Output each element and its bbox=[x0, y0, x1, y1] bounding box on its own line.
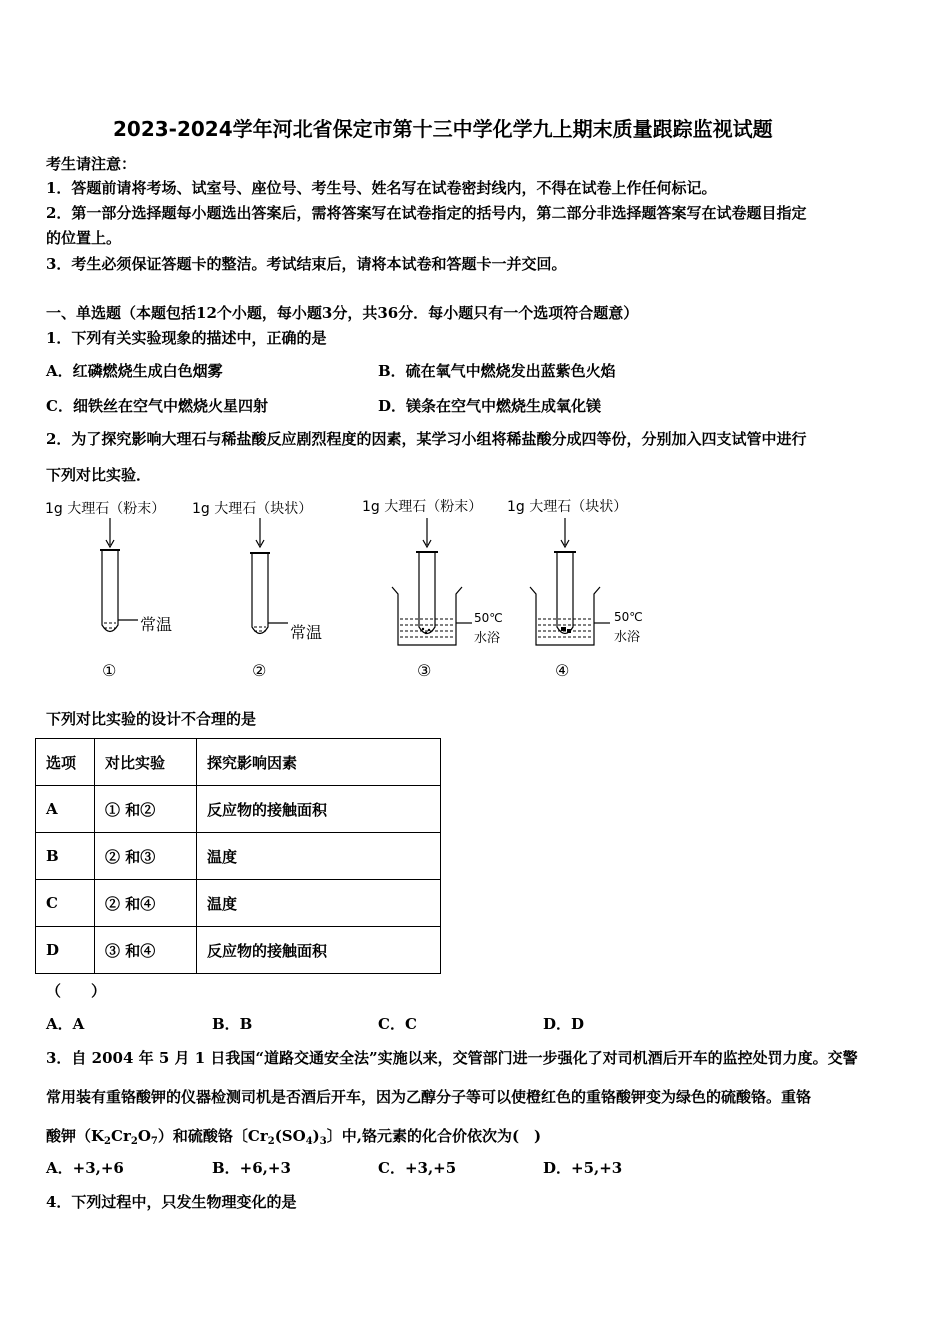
q2-question: 下列对比实验的设计不合理的是 bbox=[46, 710, 257, 728]
q3-option-b: B．+6,+3 bbox=[212, 1159, 291, 1177]
table-header: 对比实验 bbox=[95, 739, 197, 786]
fig-label-2: 1g 大理石（块状） bbox=[192, 501, 313, 517]
q3-text: ) bbox=[312, 1127, 320, 1145]
fig-temp-4: 50℃ bbox=[614, 610, 643, 624]
q3-text: Cr bbox=[111, 1127, 131, 1145]
q3-stem-line-1: 3．自 2004 年 5 月 1 日我国“道路交通安全法”实施以来，交管部门进一步强化了对司机酒后开车的监控处罚力度。交警 bbox=[46, 1049, 858, 1067]
fig-number-3: ③ bbox=[417, 661, 432, 680]
fig-bath-4: 水浴 bbox=[614, 630, 641, 645]
q2-option-d: D．D bbox=[543, 1015, 585, 1033]
q3-text: ）和硫酸铬〔Cr bbox=[157, 1127, 268, 1145]
table-cell: B bbox=[36, 833, 95, 880]
fig-label-1: 1g 大理石（粉末） bbox=[45, 501, 166, 517]
fig-bath-3: 水浴 bbox=[474, 631, 501, 646]
table-cell: ② 和④ bbox=[95, 880, 197, 927]
table-header-row bbox=[36, 739, 441, 786]
fig-number-2: ② bbox=[252, 661, 267, 680]
q3-stem-line-2: 常用装有重铬酸钾的仪器检测司机是否酒后开车，因为乙醇分子等可以使橙红色的重铬酸钾变为绿色的硫酸铬。重铬 bbox=[46, 1088, 812, 1106]
subscript: 3 bbox=[319, 1136, 327, 1147]
page-title: 2023-2024学年河北省保定市第十三中学化学九上期末质量跟踪监视试题 bbox=[113, 117, 773, 141]
q3-text: (SO bbox=[274, 1127, 306, 1145]
table-cell: ② 和③ bbox=[95, 833, 197, 880]
q2-stem-cont: 下列对比实验． bbox=[46, 466, 152, 484]
fig-temp-3: 50℃ bbox=[474, 611, 503, 625]
q1-stem: 1．下列有关实验现象的描述中，正确的是 bbox=[46, 329, 327, 347]
table-cell: A bbox=[36, 786, 95, 833]
subscript: 2 bbox=[267, 1136, 275, 1147]
q2-answer-paren: （ ） bbox=[46, 982, 107, 1000]
q2-option-a: A．A bbox=[46, 1015, 85, 1033]
notice-item-1: 1．答题前请将考场、试室号、座位号、考生号、姓名写在试卷密封线内，不得在试卷上作任何标记。 bbox=[46, 179, 717, 197]
q1-option-d: D．镁条在空气中燃烧生成氧化镁 bbox=[378, 397, 602, 415]
subscript: 7 bbox=[150, 1136, 158, 1147]
notice-heading: 考生请注意： bbox=[46, 155, 137, 173]
fig-room-temp-1: 常温 bbox=[140, 615, 173, 634]
subscript: 2 bbox=[130, 1136, 138, 1147]
table-cell: 反应物的接触面积 bbox=[197, 786, 441, 833]
table-header: 探究影响因素 bbox=[197, 739, 441, 786]
q3-stem-line-3 bbox=[46, 1125, 541, 1147]
notice-item-2-cont: 的位置上。 bbox=[46, 229, 122, 247]
table-header: 选项 bbox=[36, 739, 95, 786]
table-row bbox=[36, 880, 441, 927]
table-cell: D bbox=[36, 927, 95, 974]
q2-options-table bbox=[35, 738, 441, 974]
fig-room-temp-2: 常温 bbox=[290, 623, 323, 642]
table-row bbox=[36, 786, 441, 833]
subscript: 4 bbox=[305, 1136, 313, 1147]
notice-item-3: 3．考生必须保证答题卡的整洁。考试结束后，请将本试卷和答题卡一并交回。 bbox=[46, 255, 567, 273]
fig-number-4: ④ bbox=[555, 661, 570, 680]
table-row bbox=[36, 833, 441, 880]
q3-option-a: A．+3,+6 bbox=[46, 1159, 124, 1177]
q1-option-c: C．细铁丝在空气中燃烧火星四射 bbox=[46, 397, 268, 415]
fig-label-4: 1g 大理石（块状） bbox=[507, 499, 628, 515]
table-cell: 温度 bbox=[197, 880, 441, 927]
q3-text: 〕中,铬元素的化合价依次为( ) bbox=[326, 1127, 542, 1145]
table-row bbox=[36, 927, 441, 974]
table-cell: 反应物的接触面积 bbox=[197, 927, 441, 974]
q2-option-b: B．B bbox=[212, 1015, 253, 1033]
q2-option-c: C．C bbox=[378, 1015, 417, 1033]
q1-option-a: A．红磷燃烧生成白色烟雾 bbox=[46, 362, 223, 380]
fig-label-3: 1g 大理石（粉末） bbox=[362, 499, 483, 515]
section-heading: 一、单选题（本题包括12个小题，每小题3分，共36分．每小题只有一个选项符合题意） bbox=[46, 304, 639, 322]
q3-option-d: D．+5,+3 bbox=[543, 1159, 623, 1177]
q4-stem: 4．下列过程中，只发生物理变化的是 bbox=[46, 1193, 297, 1211]
fig-number-1: ① bbox=[102, 661, 117, 680]
q3-option-c: C．+3,+5 bbox=[378, 1159, 457, 1177]
table-cell: ③ 和④ bbox=[95, 927, 197, 974]
q2-stem: 2．为了探究影响大理石与稀盐酸反应剧烈程度的因素，某学习小组将稀盐酸分成四等份，分别加入四支试管中进行 bbox=[46, 430, 807, 448]
q3-text: O bbox=[137, 1127, 151, 1145]
experiment-figure bbox=[40, 490, 660, 685]
subscript: 2 bbox=[104, 1136, 112, 1147]
table-cell: ① 和② bbox=[95, 786, 197, 833]
table-cell: C bbox=[36, 880, 95, 927]
notice-item-2: 2．第一部分选择题每小题选出答案后，需将答案写在试卷指定的括号内，第二部分非选择题答案写在试卷题目指定 bbox=[46, 204, 807, 222]
table-cell: 温度 bbox=[197, 833, 441, 880]
q3-text: 酸钾（K bbox=[46, 1127, 105, 1145]
q1-option-b: B．硫在氧气中燃烧发出蓝紫色火焰 bbox=[378, 362, 616, 380]
